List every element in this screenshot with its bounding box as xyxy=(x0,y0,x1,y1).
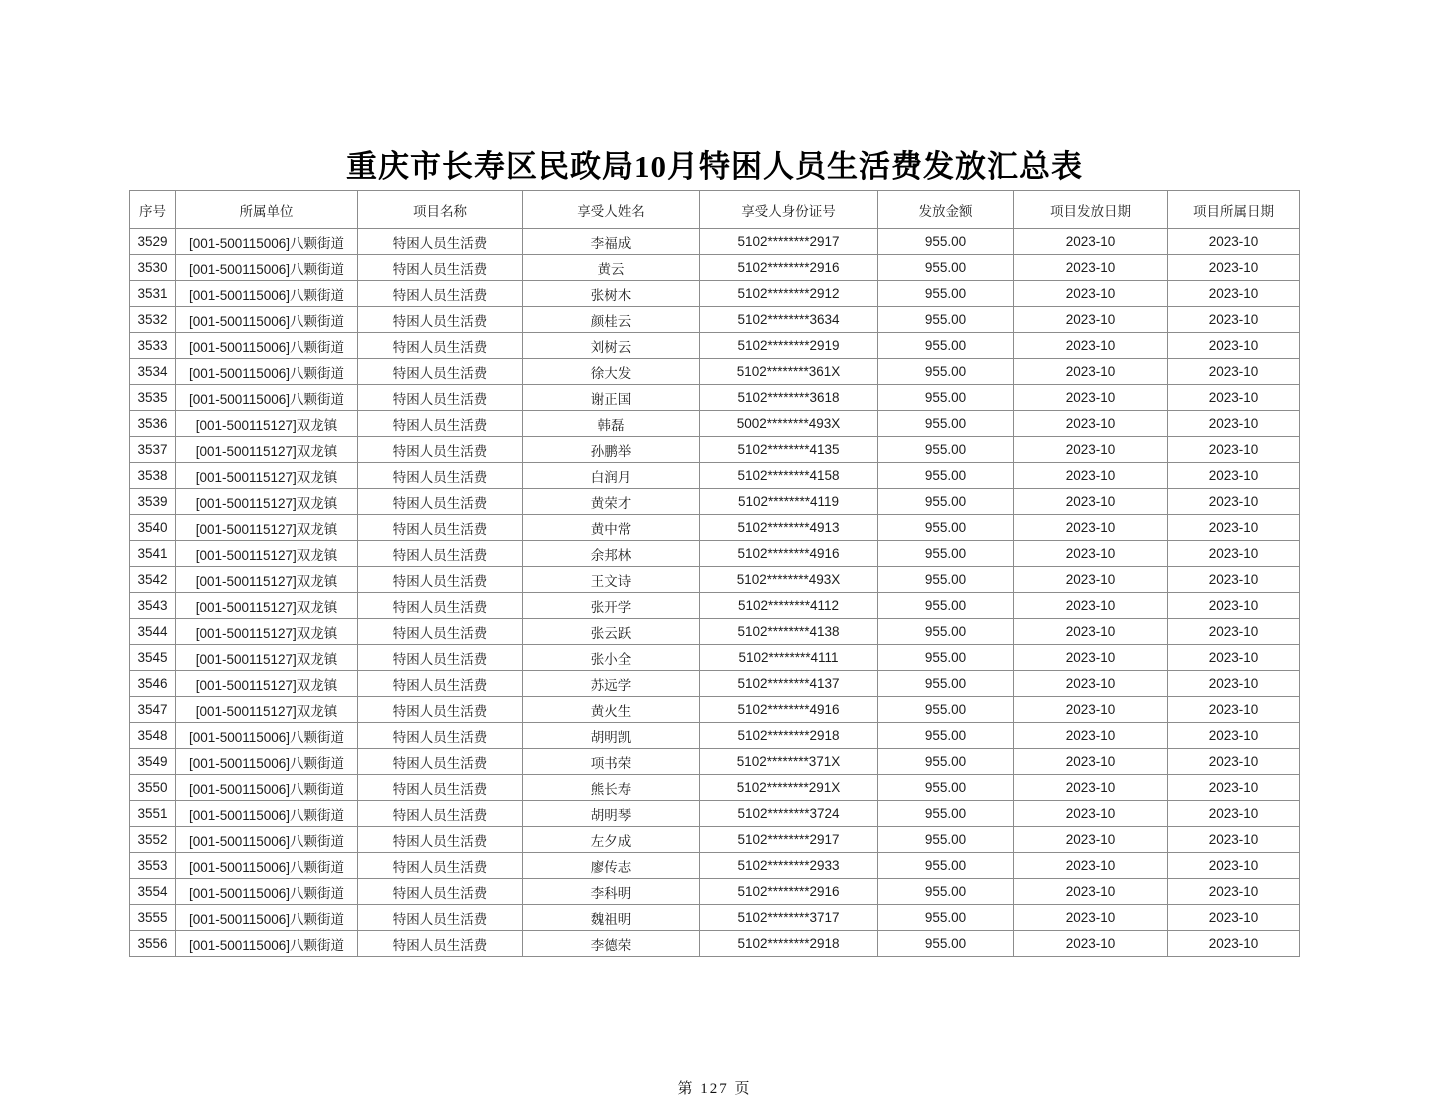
cell-serial: 3538 xyxy=(130,463,176,489)
cell-amount: 955.00 xyxy=(878,567,1014,593)
cell-amount: 955.00 xyxy=(878,775,1014,801)
cell-serial: 3529 xyxy=(130,229,176,255)
page-number: 第 127 页 xyxy=(677,1081,752,1097)
cell-beneficiary-id: 5102********493X xyxy=(700,567,878,593)
table-row xyxy=(130,749,1300,775)
column-header-beneficiary-name: 享受人姓名 xyxy=(523,191,700,229)
cell-project-name: 特困人员生活费 xyxy=(358,515,523,541)
cell-issue-date: 2023-10 xyxy=(1014,671,1168,697)
cell-amount: 955.00 xyxy=(878,827,1014,853)
cell-amount: 955.00 xyxy=(878,697,1014,723)
table-row xyxy=(130,879,1300,905)
cell-unit: [001-500115006]八颗街道 xyxy=(176,723,358,749)
cell-serial: 3550 xyxy=(130,775,176,801)
cell-issue-date: 2023-10 xyxy=(1014,333,1168,359)
cell-beneficiary-name: 廖传志 xyxy=(523,853,700,879)
table-row xyxy=(130,281,1300,307)
cell-issue-date: 2023-10 xyxy=(1014,541,1168,567)
cell-period-date: 2023-10 xyxy=(1168,229,1300,255)
cell-amount: 955.00 xyxy=(878,879,1014,905)
cell-serial: 3532 xyxy=(130,307,176,333)
cell-unit: [001-500115006]八颗街道 xyxy=(176,905,358,931)
cell-amount: 955.00 xyxy=(878,437,1014,463)
cell-beneficiary-id: 5102********4916 xyxy=(700,697,878,723)
table-row xyxy=(130,229,1300,255)
cell-project-name: 特困人员生活费 xyxy=(358,333,523,359)
cell-amount: 955.00 xyxy=(878,905,1014,931)
cell-issue-date: 2023-10 xyxy=(1014,411,1168,437)
cell-unit: [001-500115006]八颗街道 xyxy=(176,385,358,411)
cell-beneficiary-id: 5102********3717 xyxy=(700,905,878,931)
cell-unit: [001-500115006]八颗街道 xyxy=(176,333,358,359)
cell-beneficiary-name: 张树木 xyxy=(523,281,700,307)
cell-serial: 3549 xyxy=(130,749,176,775)
cell-amount: 955.00 xyxy=(878,359,1014,385)
cell-period-date: 2023-10 xyxy=(1168,567,1300,593)
cell-serial: 3530 xyxy=(130,255,176,281)
cell-unit: [001-500115006]八颗街道 xyxy=(176,801,358,827)
cell-beneficiary-id: 5102********4158 xyxy=(700,463,878,489)
cell-unit: [001-500115127]双龙镇 xyxy=(176,645,358,671)
cell-issue-date: 2023-10 xyxy=(1014,437,1168,463)
cell-issue-date: 2023-10 xyxy=(1014,931,1168,957)
column-header-project-name: 项目名称 xyxy=(358,191,523,229)
cell-amount: 955.00 xyxy=(878,931,1014,957)
table-body xyxy=(130,229,1300,957)
cell-amount: 955.00 xyxy=(878,411,1014,437)
cell-issue-date: 2023-10 xyxy=(1014,905,1168,931)
cell-project-name: 特困人员生活费 xyxy=(358,905,523,931)
cell-unit: [001-500115127]双龙镇 xyxy=(176,411,358,437)
cell-beneficiary-name: 熊长寿 xyxy=(523,775,700,801)
cell-period-date: 2023-10 xyxy=(1168,671,1300,697)
table-row xyxy=(130,619,1300,645)
column-header-beneficiary-id: 享受人身份证号 xyxy=(700,191,878,229)
cell-project-name: 特困人员生活费 xyxy=(358,229,523,255)
cell-beneficiary-id: 5102********3634 xyxy=(700,307,878,333)
table-header xyxy=(130,191,1300,229)
cell-issue-date: 2023-10 xyxy=(1014,281,1168,307)
cell-serial: 3553 xyxy=(130,853,176,879)
cell-issue-date: 2023-10 xyxy=(1014,723,1168,749)
cell-period-date: 2023-10 xyxy=(1168,697,1300,723)
cell-unit: [001-500115127]双龙镇 xyxy=(176,593,358,619)
cell-beneficiary-id: 5002********493X xyxy=(700,411,878,437)
cell-unit: [001-500115006]八颗街道 xyxy=(176,827,358,853)
cell-period-date: 2023-10 xyxy=(1168,411,1300,437)
cell-project-name: 特困人员生活费 xyxy=(358,385,523,411)
cell-beneficiary-name: 颜桂云 xyxy=(523,307,700,333)
cell-serial: 3552 xyxy=(130,827,176,853)
cell-project-name: 特困人员生活费 xyxy=(358,281,523,307)
cell-unit: [001-500115127]双龙镇 xyxy=(176,697,358,723)
table-row xyxy=(130,359,1300,385)
cell-unit: [001-500115006]八颗街道 xyxy=(176,931,358,957)
cell-period-date: 2023-10 xyxy=(1168,905,1300,931)
cell-unit: [001-500115127]双龙镇 xyxy=(176,619,358,645)
cell-serial: 3534 xyxy=(130,359,176,385)
cell-amount: 955.00 xyxy=(878,385,1014,411)
cell-project-name: 特困人员生活费 xyxy=(358,567,523,593)
cell-issue-date: 2023-10 xyxy=(1014,229,1168,255)
cell-beneficiary-name: 黄云 xyxy=(523,255,700,281)
cell-period-date: 2023-10 xyxy=(1168,879,1300,905)
cell-serial: 3531 xyxy=(130,281,176,307)
cell-issue-date: 2023-10 xyxy=(1014,879,1168,905)
cell-project-name: 特困人员生活费 xyxy=(358,723,523,749)
cell-beneficiary-name: 孙鹏举 xyxy=(523,437,700,463)
cell-serial: 3554 xyxy=(130,879,176,905)
cell-beneficiary-id: 5102********2918 xyxy=(700,723,878,749)
cell-amount: 955.00 xyxy=(878,619,1014,645)
column-header-amount: 发放金额 xyxy=(878,191,1014,229)
cell-unit: [001-500115006]八颗街道 xyxy=(176,255,358,281)
cell-unit: [001-500115127]双龙镇 xyxy=(176,437,358,463)
cell-beneficiary-id: 5102********371X xyxy=(700,749,878,775)
cell-beneficiary-id: 5102********4913 xyxy=(700,515,878,541)
cell-unit: [001-500115006]八颗街道 xyxy=(176,359,358,385)
cell-period-date: 2023-10 xyxy=(1168,307,1300,333)
cell-beneficiary-name: 项书荣 xyxy=(523,749,700,775)
table-row xyxy=(130,385,1300,411)
cell-project-name: 特困人员生活费 xyxy=(358,593,523,619)
cell-beneficiary-name: 李科明 xyxy=(523,879,700,905)
cell-period-date: 2023-10 xyxy=(1168,593,1300,619)
cell-serial: 3539 xyxy=(130,489,176,515)
table-row xyxy=(130,905,1300,931)
cell-beneficiary-id: 5102********2919 xyxy=(700,333,878,359)
cell-project-name: 特困人员生活费 xyxy=(358,827,523,853)
cell-period-date: 2023-10 xyxy=(1168,775,1300,801)
cell-issue-date: 2023-10 xyxy=(1014,567,1168,593)
table-row xyxy=(130,697,1300,723)
cell-beneficiary-name: 黄火生 xyxy=(523,697,700,723)
cell-beneficiary-id: 5102********4138 xyxy=(700,619,878,645)
cell-beneficiary-name: 李德荣 xyxy=(523,931,700,957)
cell-project-name: 特困人员生活费 xyxy=(358,489,523,515)
cell-amount: 955.00 xyxy=(878,541,1014,567)
cell-project-name: 特困人员生活费 xyxy=(358,749,523,775)
cell-issue-date: 2023-10 xyxy=(1014,255,1168,281)
cell-project-name: 特困人员生活费 xyxy=(358,255,523,281)
cell-project-name: 特困人员生活费 xyxy=(358,463,523,489)
cell-amount: 955.00 xyxy=(878,645,1014,671)
table-row xyxy=(130,775,1300,801)
cell-unit: [001-500115127]双龙镇 xyxy=(176,489,358,515)
cell-issue-date: 2023-10 xyxy=(1014,515,1168,541)
cell-unit: [001-500115006]八颗街道 xyxy=(176,749,358,775)
cell-beneficiary-name: 韩磊 xyxy=(523,411,700,437)
cell-issue-date: 2023-10 xyxy=(1014,463,1168,489)
cell-beneficiary-name: 张小全 xyxy=(523,645,700,671)
table-row xyxy=(130,801,1300,827)
cell-beneficiary-id: 5102********4111 xyxy=(700,645,878,671)
page-title: 重庆市长寿区民政局10月特困人员生活费发放汇总表 xyxy=(346,149,1083,184)
cell-project-name: 特困人员生活费 xyxy=(358,411,523,437)
cell-beneficiary-name: 余邦林 xyxy=(523,541,700,567)
table-row xyxy=(130,255,1300,281)
cell-serial: 3551 xyxy=(130,801,176,827)
cell-issue-date: 2023-10 xyxy=(1014,827,1168,853)
cell-period-date: 2023-10 xyxy=(1168,385,1300,411)
cell-beneficiary-name: 黄中常 xyxy=(523,515,700,541)
cell-unit: [001-500115006]八颗街道 xyxy=(176,879,358,905)
cell-unit: [001-500115127]双龙镇 xyxy=(176,515,358,541)
cell-unit: [001-500115127]双龙镇 xyxy=(176,541,358,567)
cell-period-date: 2023-10 xyxy=(1168,801,1300,827)
cell-amount: 955.00 xyxy=(878,853,1014,879)
cell-serial: 3544 xyxy=(130,619,176,645)
cell-period-date: 2023-10 xyxy=(1168,255,1300,281)
cell-beneficiary-id: 5102********4112 xyxy=(700,593,878,619)
cell-serial: 3546 xyxy=(130,671,176,697)
cell-unit: [001-500115006]八颗街道 xyxy=(176,281,358,307)
cell-unit: [001-500115127]双龙镇 xyxy=(176,463,358,489)
table-row xyxy=(130,931,1300,957)
cell-serial: 3540 xyxy=(130,515,176,541)
column-header-serial: 序号 xyxy=(130,191,176,229)
cell-amount: 955.00 xyxy=(878,489,1014,515)
cell-beneficiary-id: 5102********3618 xyxy=(700,385,878,411)
column-header-unit: 所属单位 xyxy=(176,191,358,229)
cell-unit: [001-500115006]八颗街道 xyxy=(176,229,358,255)
cell-unit: [001-500115006]八颗街道 xyxy=(176,775,358,801)
cell-beneficiary-id: 5102********2917 xyxy=(700,827,878,853)
cell-period-date: 2023-10 xyxy=(1168,827,1300,853)
cell-beneficiary-name: 王文诗 xyxy=(523,567,700,593)
cell-amount: 955.00 xyxy=(878,333,1014,359)
cell-beneficiary-name: 张开学 xyxy=(523,593,700,619)
cell-serial: 3556 xyxy=(130,931,176,957)
cell-amount: 955.00 xyxy=(878,749,1014,775)
cell-beneficiary-name: 胡明凯 xyxy=(523,723,700,749)
cell-project-name: 特困人员生活费 xyxy=(358,697,523,723)
cell-beneficiary-name: 苏远学 xyxy=(523,671,700,697)
cell-issue-date: 2023-10 xyxy=(1014,801,1168,827)
cell-amount: 955.00 xyxy=(878,723,1014,749)
table-row xyxy=(130,489,1300,515)
cell-period-date: 2023-10 xyxy=(1168,853,1300,879)
cell-project-name: 特困人员生活费 xyxy=(358,801,523,827)
table-row xyxy=(130,463,1300,489)
cell-beneficiary-id: 5102********2916 xyxy=(700,879,878,905)
cell-project-name: 特困人员生活费 xyxy=(358,879,523,905)
cell-period-date: 2023-10 xyxy=(1168,437,1300,463)
cell-amount: 955.00 xyxy=(878,229,1014,255)
cell-serial: 3545 xyxy=(130,645,176,671)
cell-serial: 3547 xyxy=(130,697,176,723)
table-header-row xyxy=(130,191,1300,229)
cell-issue-date: 2023-10 xyxy=(1014,359,1168,385)
cell-amount: 955.00 xyxy=(878,281,1014,307)
cell-amount: 955.00 xyxy=(878,463,1014,489)
cell-beneficiary-id: 5102********2916 xyxy=(700,255,878,281)
cell-project-name: 特困人员生活费 xyxy=(358,671,523,697)
cell-serial: 3541 xyxy=(130,541,176,567)
cell-unit: [001-500115127]双龙镇 xyxy=(176,567,358,593)
table-row xyxy=(130,515,1300,541)
cell-issue-date: 2023-10 xyxy=(1014,645,1168,671)
cell-serial: 3535 xyxy=(130,385,176,411)
cell-project-name: 特困人员生活费 xyxy=(358,853,523,879)
cell-beneficiary-name: 黄荣才 xyxy=(523,489,700,515)
table-row xyxy=(130,567,1300,593)
cell-serial: 3536 xyxy=(130,411,176,437)
table-row xyxy=(130,853,1300,879)
cell-amount: 955.00 xyxy=(878,593,1014,619)
cell-period-date: 2023-10 xyxy=(1168,645,1300,671)
cell-beneficiary-name: 刘树云 xyxy=(523,333,700,359)
cell-project-name: 特困人员生活费 xyxy=(358,541,523,567)
cell-period-date: 2023-10 xyxy=(1168,931,1300,957)
cell-issue-date: 2023-10 xyxy=(1014,385,1168,411)
cell-beneficiary-id: 5102********4916 xyxy=(700,541,878,567)
cell-unit: [001-500115006]八颗街道 xyxy=(176,853,358,879)
cell-project-name: 特困人员生活费 xyxy=(358,619,523,645)
cell-period-date: 2023-10 xyxy=(1168,359,1300,385)
column-header-issue-date: 项目发放日期 xyxy=(1014,191,1168,229)
cell-amount: 955.00 xyxy=(878,255,1014,281)
cell-issue-date: 2023-10 xyxy=(1014,593,1168,619)
cell-issue-date: 2023-10 xyxy=(1014,307,1168,333)
table-row xyxy=(130,437,1300,463)
cell-issue-date: 2023-10 xyxy=(1014,697,1168,723)
table-row xyxy=(130,333,1300,359)
cell-period-date: 2023-10 xyxy=(1168,463,1300,489)
cell-period-date: 2023-10 xyxy=(1168,749,1300,775)
cell-serial: 3537 xyxy=(130,437,176,463)
cell-issue-date: 2023-10 xyxy=(1014,489,1168,515)
cell-beneficiary-name: 张云跃 xyxy=(523,619,700,645)
cell-beneficiary-name: 胡明琴 xyxy=(523,801,700,827)
cell-period-date: 2023-10 xyxy=(1168,541,1300,567)
cell-amount: 955.00 xyxy=(878,515,1014,541)
table-row xyxy=(130,723,1300,749)
cell-beneficiary-id: 5102********4119 xyxy=(700,489,878,515)
cell-period-date: 2023-10 xyxy=(1168,333,1300,359)
cell-issue-date: 2023-10 xyxy=(1014,749,1168,775)
table-row xyxy=(130,671,1300,697)
cell-beneficiary-id: 5102********3724 xyxy=(700,801,878,827)
cell-amount: 955.00 xyxy=(878,671,1014,697)
cell-issue-date: 2023-10 xyxy=(1014,619,1168,645)
cell-serial: 3542 xyxy=(130,567,176,593)
cell-issue-date: 2023-10 xyxy=(1014,775,1168,801)
cell-period-date: 2023-10 xyxy=(1168,489,1300,515)
cell-beneficiary-name: 谢正国 xyxy=(523,385,700,411)
cell-project-name: 特困人员生活费 xyxy=(358,307,523,333)
cell-beneficiary-name: 李福成 xyxy=(523,229,700,255)
cell-project-name: 特困人员生活费 xyxy=(358,931,523,957)
cell-serial: 3548 xyxy=(130,723,176,749)
cell-project-name: 特困人员生活费 xyxy=(358,437,523,463)
cell-beneficiary-id: 5102********2933 xyxy=(700,853,878,879)
cell-serial: 3533 xyxy=(130,333,176,359)
cell-unit: [001-500115127]双龙镇 xyxy=(176,671,358,697)
cell-period-date: 2023-10 xyxy=(1168,281,1300,307)
cell-beneficiary-name: 左夕成 xyxy=(523,827,700,853)
table-row xyxy=(130,593,1300,619)
cell-project-name: 特困人员生活费 xyxy=(358,359,523,385)
cell-beneficiary-id: 5102********4135 xyxy=(700,437,878,463)
cell-serial: 3555 xyxy=(130,905,176,931)
table-row xyxy=(130,411,1300,437)
cell-beneficiary-id: 5102********361X xyxy=(700,359,878,385)
table-row xyxy=(130,307,1300,333)
cell-period-date: 2023-10 xyxy=(1168,515,1300,541)
cell-serial: 3543 xyxy=(130,593,176,619)
cell-unit: [001-500115006]八颗街道 xyxy=(176,307,358,333)
cell-period-date: 2023-10 xyxy=(1168,723,1300,749)
cell-beneficiary-id: 5102********2918 xyxy=(700,931,878,957)
cell-beneficiary-id: 5102********4137 xyxy=(700,671,878,697)
table-row xyxy=(130,645,1300,671)
cell-project-name: 特困人员生活费 xyxy=(358,775,523,801)
cell-issue-date: 2023-10 xyxy=(1014,853,1168,879)
summary-table xyxy=(129,190,1300,957)
cell-beneficiary-name: 魏祖明 xyxy=(523,905,700,931)
table-row xyxy=(130,541,1300,567)
table-row xyxy=(130,827,1300,853)
cell-amount: 955.00 xyxy=(878,801,1014,827)
cell-beneficiary-name: 徐大发 xyxy=(523,359,700,385)
cell-project-name: 特困人员生活费 xyxy=(358,645,523,671)
cell-amount: 955.00 xyxy=(878,307,1014,333)
cell-beneficiary-id: 5102********291X xyxy=(700,775,878,801)
cell-period-date: 2023-10 xyxy=(1168,619,1300,645)
cell-beneficiary-name: 白润月 xyxy=(523,463,700,489)
cell-beneficiary-id: 5102********2912 xyxy=(700,281,878,307)
column-header-period-date: 项目所属日期 xyxy=(1168,191,1300,229)
cell-beneficiary-id: 5102********2917 xyxy=(700,229,878,255)
